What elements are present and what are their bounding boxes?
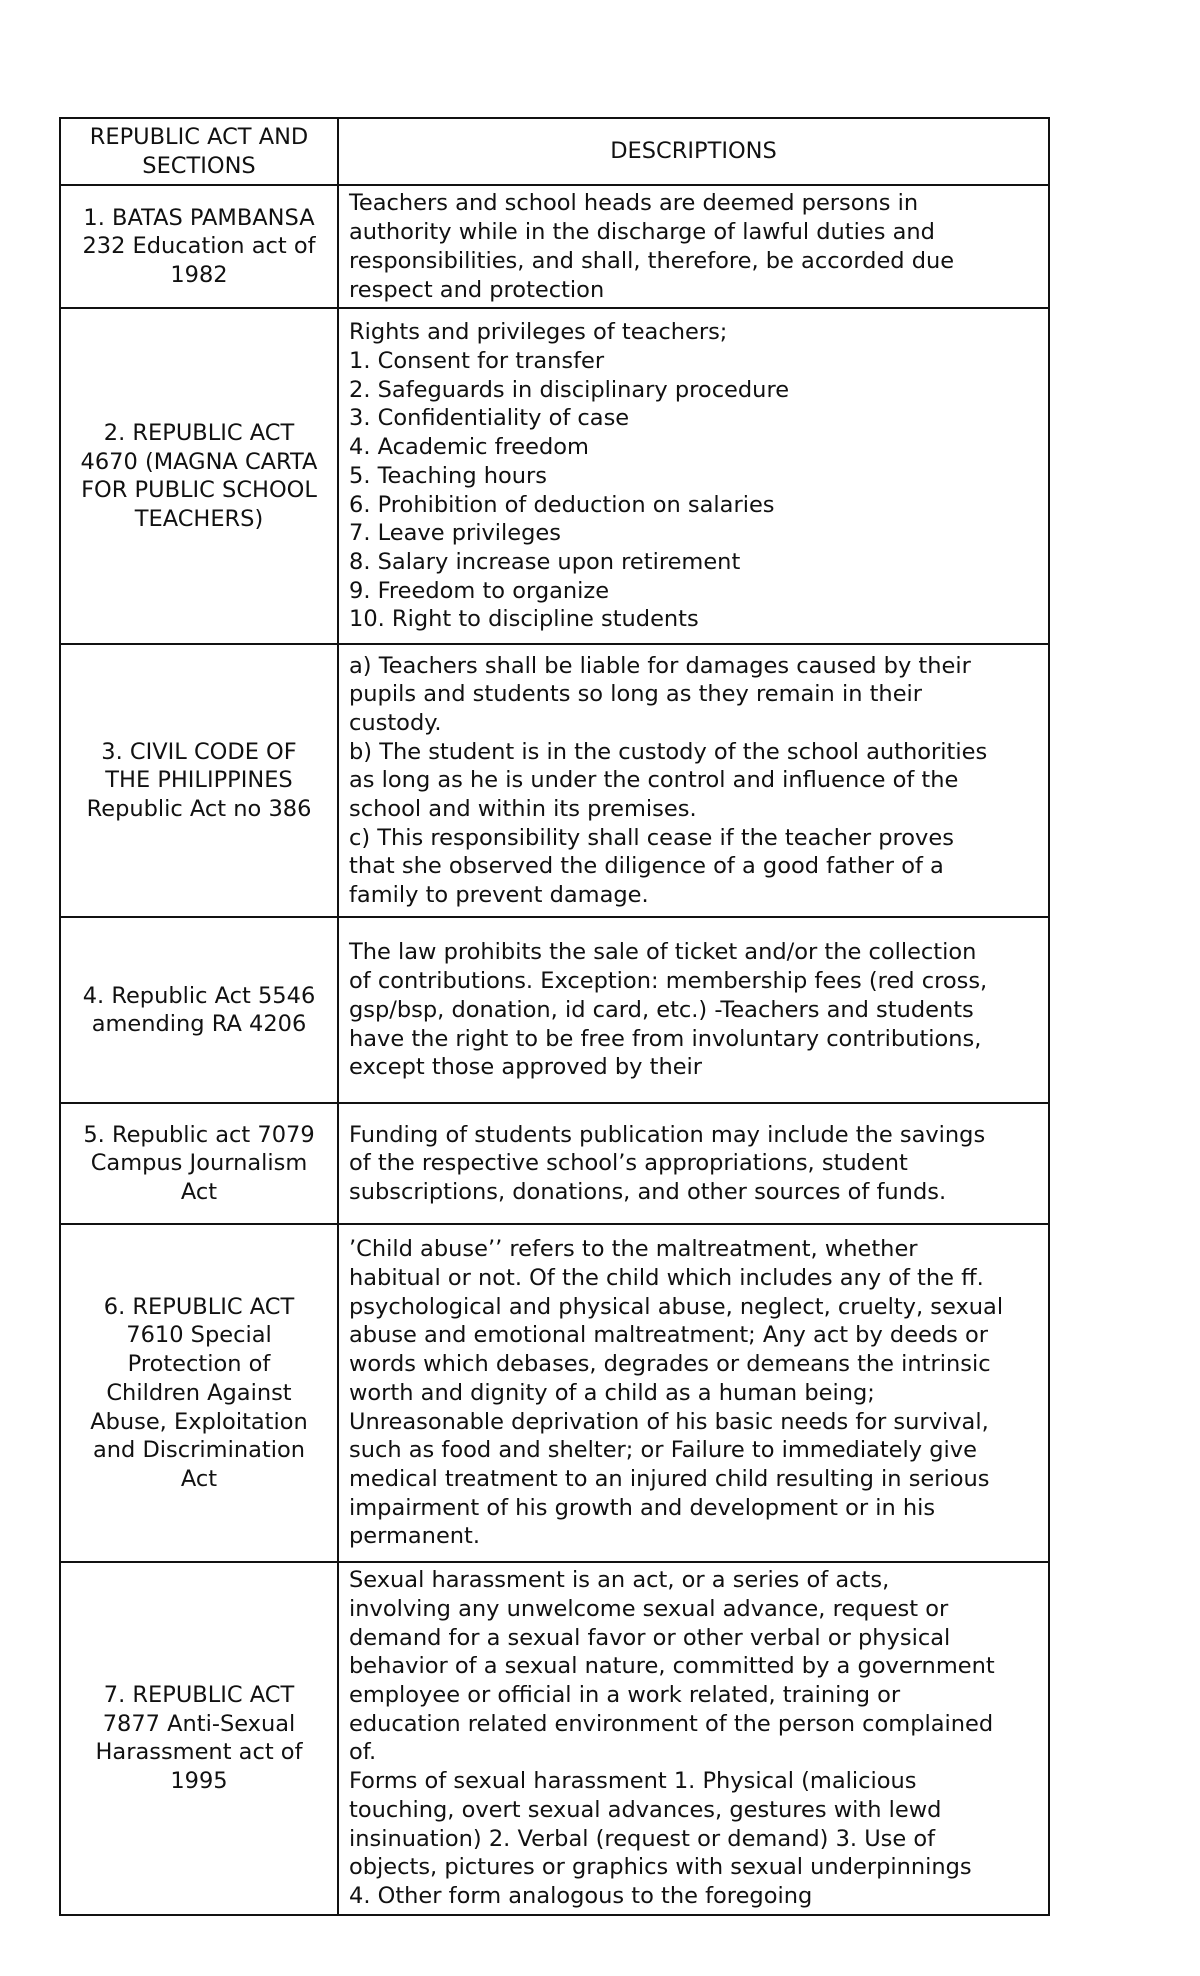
description-cell (338, 185, 1049, 308)
description-line: of the respective school’s appropriations, student (349, 1150, 908, 1177)
act-name-line: 5. Republic act 7079 (83, 1121, 315, 1148)
description-line: except those approved by their (349, 1054, 703, 1081)
description-line: authority while in the discharge of lawful duties and (349, 219, 935, 246)
description-line: ’Child abuse’’ refers to the maltreatment, whether (349, 1236, 918, 1263)
description-line: habitual or not. Of the child which includes any of the ff. (349, 1265, 984, 1292)
description-line: Unreasonable deprivation of his basic needs for survival, (349, 1408, 989, 1435)
description-line: insinuation) 2. Verbal (request or demand) 3. Use of (349, 1825, 936, 1852)
description-line: words which debases, degrades or demeans the intrinsic (349, 1351, 991, 1378)
description-cell (338, 644, 1049, 917)
description-line: as long as he is under the control and influence of the (349, 767, 959, 794)
description-line: 1. Consent for transfer (349, 348, 605, 375)
description-line: behavior of a sexual nature, committed by a government (349, 1653, 995, 1680)
act-name-cell (60, 1224, 338, 1562)
description-line: subscriptions, donations, and other sources of funds. (349, 1179, 947, 1206)
description-line: 7. Leave privileges (349, 520, 561, 547)
republic-acts-table (59, 117, 1050, 1916)
description-line: of. (349, 1739, 377, 1766)
act-name-line: 1982 (170, 262, 228, 289)
description-line: b) The student is in the custody of the school authorities (349, 738, 988, 765)
act-name-cell (60, 917, 338, 1103)
description-cell (338, 1562, 1049, 1914)
act-name-line: Children Against (106, 1379, 292, 1406)
act-name-line: 7877 Anti-Sexual (102, 1710, 296, 1737)
act-name-line: Act (180, 1179, 218, 1206)
description-line: demand for a sexual favor or other verbal or physical (349, 1624, 951, 1651)
act-name-line: TEACHERS) (134, 505, 264, 532)
description-line: objects, pictures or graphics with sexual underpinnings (349, 1854, 972, 1881)
description-line: medical treatment to an injured child resulting in serious (349, 1465, 990, 1492)
act-name-line: amending RA 4206 (91, 1011, 307, 1038)
table-row (60, 308, 1049, 644)
description-line: 6. Prohibition of deduction on salaries (349, 491, 775, 518)
description-line: have the right to be free from involuntary contributions, (349, 1025, 982, 1052)
table-body (60, 118, 1049, 1915)
act-name-line: 6. REPUBLIC ACT (103, 1293, 295, 1320)
act-name-line: THE PHILIPPINES (105, 767, 293, 794)
description-line: 4. Other form analogous to the foregoing (349, 1882, 813, 1909)
act-name-line: 4. Republic Act 5546 (82, 982, 316, 1009)
description-line: 5. Teaching hours (349, 462, 548, 489)
description-cell (338, 917, 1049, 1103)
act-name-line: 2. REPUBLIC ACT (103, 419, 295, 446)
table-row (60, 917, 1049, 1103)
header-republic-act-and-sections (60, 118, 338, 185)
description-cell (338, 1224, 1049, 1562)
act-name-line: Protection of (127, 1351, 271, 1378)
description-line: a) Teachers shall be liable for damages caused by their (349, 652, 971, 679)
description-line: that she observed the diligence of a good father of a (349, 853, 944, 880)
description-line: 10. Right to discipline students (349, 606, 699, 633)
table-row (60, 1562, 1049, 1914)
act-name-line: 7610 Special (126, 1322, 272, 1349)
header-descriptions: DESCRIPTIONS (338, 118, 1049, 185)
description-line: 2. Safeguards in disciplinary procedure (349, 376, 790, 403)
description-line: 4. Academic freedom (349, 434, 589, 461)
table-row (60, 1103, 1049, 1224)
header-line: SECTIONS (142, 152, 256, 179)
act-name-line: 232 Education act of (82, 233, 316, 260)
description-line: Funding of students publication may include the savings (349, 1121, 986, 1148)
act-name-line: Abuse, Exploitation (90, 1408, 308, 1435)
description-line: c) This responsibility shall cease if the teacher proves (349, 824, 954, 851)
description-line: The law prohibits the sale of ticket and/or the collection (349, 939, 977, 966)
description-line: family to prevent damage. (349, 882, 649, 909)
description-line: of contributions. Exception: membership fees (red cross, (349, 968, 988, 995)
act-name-line: Republic Act no 386 (86, 796, 312, 823)
description-line: pupils and students so long as they remain in their (349, 681, 923, 708)
act-name-line: 3. CIVIL CODE OF (101, 738, 297, 765)
description-line: involving any unwelcome sexual advance, request or (349, 1595, 949, 1622)
description-line: gsp/bsp, donation, id card, etc.) -Teachers and students (349, 996, 974, 1023)
act-name-cell (60, 644, 338, 917)
description-line: school and within its premises. (349, 796, 697, 823)
description-line: such as food and shelter; or Failure to immediately give (349, 1437, 977, 1464)
description-line: 9. Freedom to organize (349, 577, 610, 604)
act-name-cell (60, 1562, 338, 1914)
table-row (60, 185, 1049, 308)
act-name-line: 1. BATAS PAMBANSA (83, 204, 315, 231)
description-line: respect and protection (349, 276, 605, 303)
act-name-line: 4670 (MAGNA CARTA (80, 448, 318, 475)
act-name-line: FOR PUBLIC SCHOOL (81, 477, 317, 504)
act-name-cell (60, 1103, 338, 1224)
description-line: worth and dignity of a child as a human being; (349, 1379, 875, 1406)
description-line: impairment of his growth and development or in his (349, 1494, 936, 1521)
description-line: employee or official in a work related, training or (349, 1682, 901, 1709)
description-line: Rights and privileges of teachers; (349, 319, 728, 346)
description-line: 3. Confidentiality of case (349, 405, 630, 432)
description-line: touching, overt sexual advances, gestures with lewd (349, 1796, 942, 1823)
act-name-line: Campus Journalism (90, 1150, 308, 1177)
description-line: permanent. (349, 1523, 481, 1550)
description-line: psychological and physical abuse, neglect, cruelty, sexual (349, 1293, 1004, 1320)
description-line: Forms of sexual harassment 1. Physical (malicious (349, 1768, 917, 1795)
description-cell (338, 308, 1049, 644)
table-row (60, 1224, 1049, 1562)
description-line: education related environment of the person complained (349, 1710, 994, 1737)
description-cell (338, 1103, 1049, 1224)
header-line: REPUBLIC ACT AND (89, 124, 309, 150)
act-name-cell (60, 185, 338, 308)
description-line: Sexual harassment is an act, or a series of acts, (349, 1567, 890, 1594)
description-line: 8. Salary increase upon retirement (349, 548, 741, 575)
description-line: responsibilities, and shall, therefore, be accorded due (349, 247, 955, 274)
act-name-line: 1995 (170, 1768, 228, 1795)
description-line: custody. (349, 709, 442, 736)
act-name-line: 7. REPUBLIC ACT (103, 1682, 295, 1709)
header-row (60, 118, 1049, 185)
description-line: abuse and emotional maltreatment; Any act by deeds or (349, 1322, 989, 1349)
act-name-cell (60, 308, 338, 644)
table-row (60, 644, 1049, 917)
act-name-line: Act (180, 1465, 218, 1492)
act-name-line: Harassment act of (95, 1739, 303, 1766)
act-name-line: and Discrimination (93, 1437, 305, 1464)
description-line: Teachers and school heads are deemed persons in (349, 190, 919, 217)
